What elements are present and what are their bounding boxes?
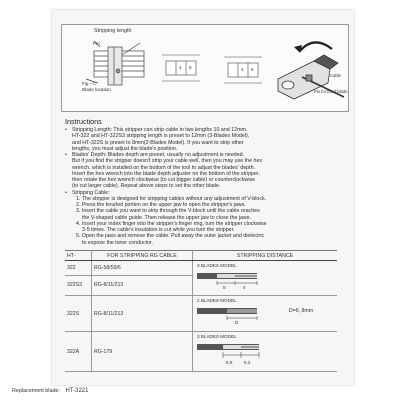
table-row [65,332,337,372]
diagram-drawing [62,25,348,111]
dim-right-4: 4 [241,67,244,72]
instruction-line: (to cut larger cable). Repeat above steps to set the other blade. [72,183,221,190]
figure-label: Fig - C [82,81,96,86]
table-header-row [65,251,337,261]
instruction-line: then rotate the hex wrench clockwise (to cut bigger cable) or counterclockwise [72,177,256,183]
header-model: HT- [65,251,92,261]
instruction-line: Stripping Length: This stripper can strip cable in two lengths 10 and 12mm. [72,127,248,133]
cell-model: 322A [65,332,92,372]
step-line: 5. Open the jaws and remove the cable. Pull away the outer jacket and dielectric [76,233,265,240]
cell-cable: RG-179 [92,332,193,372]
bullet-icon: • [65,127,67,133]
step-line: 2. Press the knurled portion on the upper jaw to open the stripper's jaws. [76,202,246,208]
header-cable: FOR STRIPPING RG CABLE [92,251,193,261]
instructions-heading: Instructions [65,117,102,126]
blades-model-label: 3 BLADES MODEL [197,263,237,268]
cell-cable: RG-58/59/6 [92,261,193,276]
replacement-blade [12,388,88,394]
instruction-sheet [52,10,354,385]
step-line: to expose the inner conductor. [82,239,153,246]
dim-d: D [235,320,239,325]
distance-value: D=6, 8mm [289,308,314,314]
stripping-diagram [61,24,349,112]
cell-model: 322S3 [65,275,92,295]
cell-distance [193,332,338,372]
cell-cable: RG-8/11/213 [92,275,193,295]
cable-3-blades-small-drawing [197,340,267,362]
instruction-blades-depth [65,152,347,190]
instruction-line: Stripping Cable: [72,189,110,196]
instruction-line: HT-322 and HT-322S3 stripping length is preset to 12mm (3-Blades Model), [72,133,250,140]
step-line: 4. Insert your index finger into the stripper's finger ring, turn the stripper clockwise [76,220,267,227]
cable-2-blades-drawing [197,304,267,324]
cell-model: 322S [65,296,92,332]
cell-cable: RG-8/11/213 [92,296,193,332]
bullet-icon: • [65,189,67,196]
instruction-line: Insert the hex wrench into the blade depth adjuster on the bottom of the stripper, [72,170,260,177]
dim-left-8: 8 [189,65,192,70]
dim-5-2: 5.2 [244,360,251,365]
dim-right-8: 8 [251,67,254,72]
instruction-line: lengths, you must adjust the blade's position. [72,145,178,152]
instruction-line: But if you find the stripper doesn't strip your cable well, then you may use the hex [72,158,263,165]
pin-label: Pin [93,41,100,46]
instruction-line: and HT-322S is preset to 8mm(2-Blades Model). If you want to strip other [72,139,244,146]
dim-8: 8 [223,285,226,290]
cable-label: Cable [330,73,341,78]
bullet-icon: • [65,152,67,158]
replacement-label: Replacement blade: [12,388,60,394]
replacement-value: HT-3221 [65,388,89,394]
cable-3-blades-drawing [197,269,267,295]
step-line: 1. The stripper is designed for stripping cables without any adjustment of V-block. [76,195,267,202]
instructions-section [65,118,347,246]
dim-6-8: 6.8 [226,360,233,365]
instruction-line: Blades' Depth: Blades depth are preset, usually no adjustment is needed. [72,152,245,158]
instruction-stripping-length [65,127,347,152]
dim-4: 4 [243,285,246,290]
stripping-table [65,250,337,372]
header-distance: STRIPPING DISTANCE [193,251,338,261]
step-line: the V-shaped cable guide. Then release the upper jaw to close the jaws. [82,214,251,221]
instruction-stripping-cable [65,190,347,246]
instruction-line: wrench, which is installed on the bottom of the tool to adjust the blades' depth. [72,164,255,171]
table-row [65,296,337,332]
blades-model-label: 3 BLADES MODEL [197,334,237,339]
pin-fixed-blade-label: Pin for fixed blade [314,89,348,94]
cell-distance [193,296,338,332]
dim-left-4: 4 [179,65,182,70]
blades-model-label: 2 BLADES MODEL [197,298,237,303]
cell-distance [193,261,338,296]
cell-model: 322 [65,261,92,276]
stripping-length-label: Stripping length [94,28,132,34]
step-line: 3-5 times. The cable's insulation is cut while you turn the stripper. [82,227,235,233]
step-line: 3. Insert the cable you want to strip through the V-block until the cable reaches [76,208,260,215]
table-row [65,261,337,276]
blade-location-label: Blade location [82,87,111,92]
